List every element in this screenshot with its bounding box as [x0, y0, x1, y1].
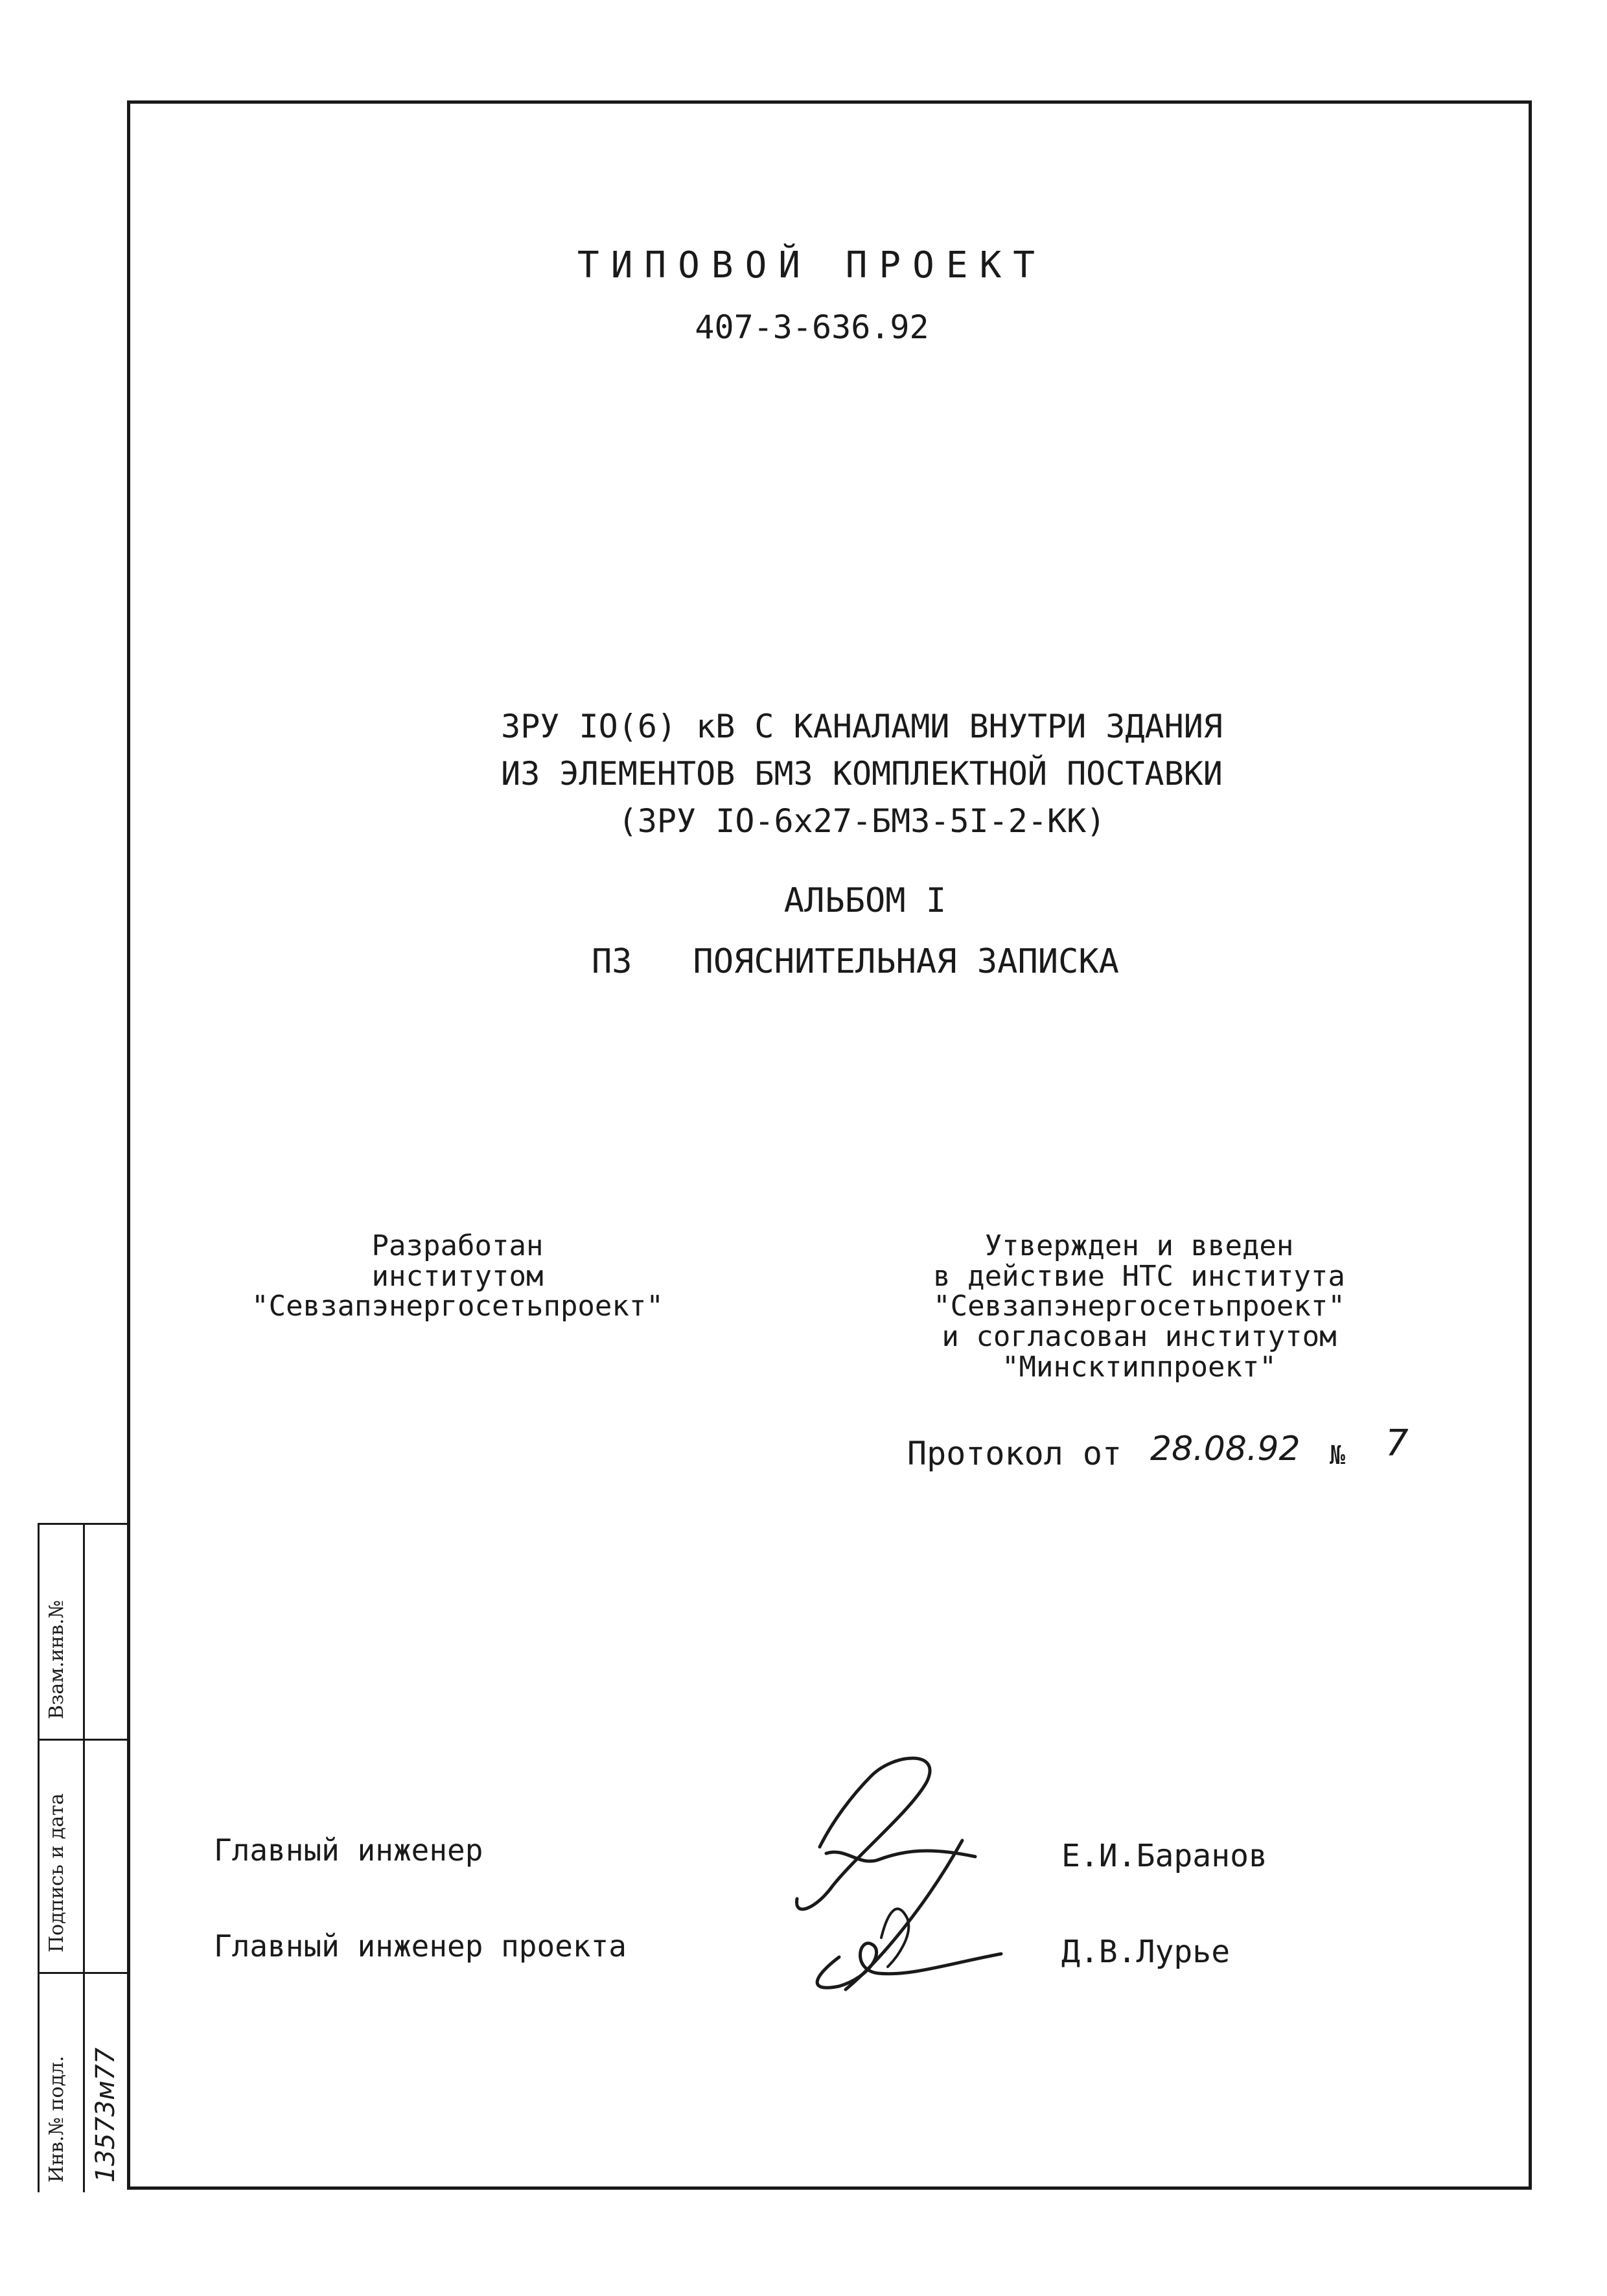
project-name-line-2: ИЗ ЭЛЕМЕНТОВ БМЗ КОМПЛЕКТНОЙ ПОСТАВКИ [501, 755, 1223, 793]
stamp-divider [38, 1739, 128, 1741]
inv-no-label: Инв.№ подл. [45, 2056, 68, 2183]
section-title: ПОЯСНИТЕЛЬНАЯ ЗАПИСКА [693, 942, 1119, 981]
side-stamp [38, 1523, 128, 2192]
protocol-date: 28.08.92 [1150, 1430, 1301, 1468]
approval-line-5: "Минсктиппроект" [1002, 1350, 1277, 1384]
approval-line-1: Утвержден и введен [984, 1229, 1294, 1262]
protocol-number: 7 [1385, 1422, 1409, 1465]
project-number: 407-3-636.92 [695, 308, 929, 346]
project-name-line-3: (ЗРУ IO-6x27-БМЗ-5I-2-КК) [618, 802, 1106, 840]
approval-block [933, 1231, 1345, 1382]
replace-inv-label: Взам.инв.№ [45, 1600, 68, 1719]
developer-line-2: институтом [371, 1259, 544, 1293]
sign-date-label: Подпись и дата [45, 1793, 68, 1953]
protocol-label: Протокол от [907, 1435, 1122, 1472]
section-code: ПЗ [592, 942, 632, 981]
developer-line-3: "Севзапэнергосетьпроект" [251, 1290, 664, 1323]
developer-block [251, 1231, 664, 1322]
chief-project-engineer-label: Главный инженер проекта [214, 1929, 627, 1964]
approval-line-3: "Севзапэнергосетьпроект" [933, 1290, 1345, 1323]
chief-engineer-label: Главный инженер [214, 1833, 483, 1868]
handwritten-signature [781, 1750, 1021, 1996]
album-label: АЛЬБОМ I [783, 881, 947, 920]
project-name [501, 703, 1223, 845]
project-name-line-1: ЗРУ IO(6) кВ С КАНАЛАМИ ВНУТРИ ЗДАНИЯ [501, 708, 1223, 745]
number-sign: № [1330, 1441, 1346, 1470]
section-heading [592, 942, 1119, 981]
developer-line-1: Разработан [371, 1229, 544, 1262]
chief-project-engineer-name: Д.В.Лурье [1061, 1934, 1231, 1970]
approval-line-2: в действие НТС института [933, 1259, 1345, 1293]
signature-stroke-4 [817, 1943, 1001, 1988]
document-type-title: ТИПОВОЙ ПРОЕКТ [577, 244, 1047, 286]
inv-no-value: 13573м77 [91, 2047, 121, 2183]
approval-line-4: и согласован институтом [942, 1319, 1337, 1353]
chief-engineer-name: Е.И.Баранов [1061, 1838, 1267, 1874]
stamp-divider [38, 1972, 128, 1974]
signature-stroke-1 [797, 1758, 930, 1909]
